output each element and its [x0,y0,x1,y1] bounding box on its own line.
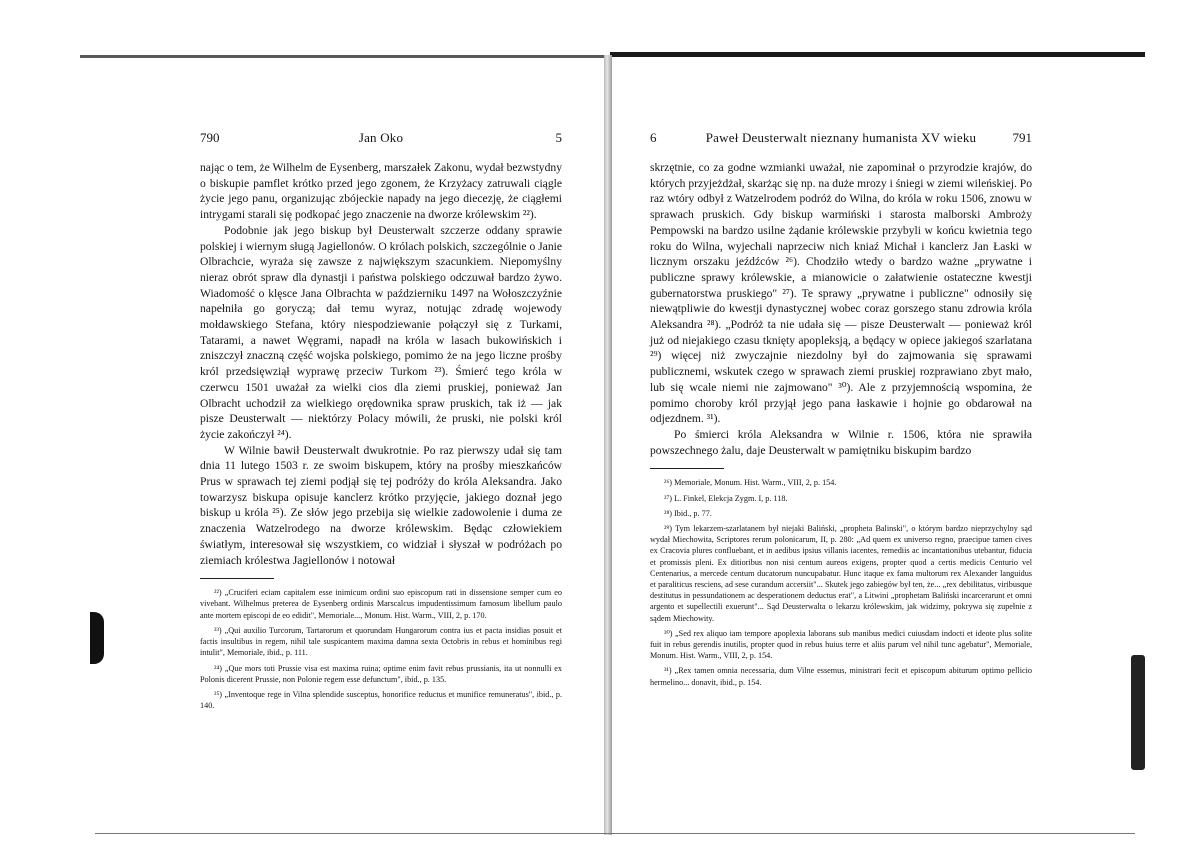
footnote: ³⁰) „Sed rex aliquo iam tempore apoplexia laborans sub manibus medici cuiusdam indocti et ideote plus solite fuit in rebus gerendis inutilis, propter quod in rebus huius terre et aliis parum vel nihil tunc agebatur", Memoriale, Monum. Hist. Warm., VIII, 2, p. 154. [650,628,1032,661]
section-number: 5 [555,130,562,145]
footnote-divider [650,468,724,469]
footnote: ²³) „Qui auxilio Turcorum, Tartarorum et quorundam Hungarorum contra ius et pacta insidias posuit et factis insultibus in regem, nihil tale suspicantem maxima damna sexta Octobris in rebus et hominibus regi intulit", Memoriale, ibid., p. 111. [200,625,562,658]
scan-thumb-shadow [90,612,104,664]
right-page [650,130,1032,692]
page-number: 791 [1012,130,1032,145]
footnote: ²⁶) Memoriale, Monum. Hist. Warm., VIII, 2, p. 154. [664,478,837,488]
footnote-divider [200,578,274,579]
left-page [200,130,562,715]
section-number: 6 [650,130,657,145]
footnote: ²⁷) L. Finkel, Elekcja Zygm. I, p. 118. [664,493,788,503]
book-gutter [604,55,612,835]
paragraph: skrzętnie, co za godne wzmianki uważał, nie zapominał o przyrodzie krajów, do których przyjeżdżał, skarżąc się np. na duże mrozy i śniegi w ziemi wileńskiej. Po raz wtóry odbył z Watzelrodem podróż do Wilna, do króla w roku 1506, znowu w sprawach pruskich. Gdy biskup warmiński i starosta malborski Ambroży Pempowski na bardzo usilne żądanie królewskie przybyli w końcu kwietnia tego roku do Wilna, wyjechali naprzeciw nich kniaź Michał i kanclerz Jan Łaski w licznym orszaku jeźdźców ²⁶). Chodziło wtedy o bardzo ważne „prywatne i publiczne sprawy królewskie, a mianowicie o załatwienie ostateczne kwestji gubernatorstwa pruskiego" ²⁷). Te sprawy „prywatne i publiczne" odnosiły się niewątpliwie do kwestji dynastycznej wobec coraz gorszego stanu zdrowia króla Aleksandra ²⁸). „Podróż ta nie udała się — pisze Deusterwalt — ponieważ król już od niejakiego czasu tknięty apopleksją, a będący w opiece jakiegoś szarlatana ²⁹) więcej niż zwyczajnie niezdolny był do zajmowania się sprawami publicznemi, wskutek czego w sprawach ziemi pruskiej rozprawiano zbyt mało, lub się wcale niemi nie zajmowano" ³⁰). Ale z przyjemnością wspomina, że pomimo choroby król przyjął jego pana łaskawie i hojnie go obdarował na odjezdnem. ³¹). [650,161,1032,426]
footnote: ²⁵) „Inventoque rege in Vilna splendide susceptus, honorifice reductus et munifice remuneratus", ibid., p. 140. [200,689,562,711]
scan-bottom-edge [95,833,1135,834]
running-title: Paweł Deusterwalt nieznany humanista XV wieku [705,130,977,145]
left-footnotes [200,587,562,711]
footnote: ²²) „Cruciferi eciam capitalem esse inimicum ordini suo episcopum rati in dissensione semper cum eo vivebant. Wilhelmus preterea de Eysenberg ordinis Marscalcus impudentissimum famosum libellum paulo ante mortem episcopi de eo edidit", Memoriale..., Monum. Hist. Warm., VIII, 2, p. 170. [200,588,562,620]
footnote: ²⁹) Tym lekarzem-szarlatanem był niejaki Baliński, „propheta Balinski", o którym bardzo nieprzychylny sąd wydał Miechowita, Scriptores rerum polonicarum, II, p. 280: „Ad quem ex universo regno, praecipue tamen cives ex Cracovia plures confluebant, et in aedibus ipsius villanis iacentes, remediis ac incantationibus utebantur, fiducia et promissis pleni. Ex ditioribus non nisi centum aureos exigens, propter quod a certis medicis Centurio vel Centenarius, a mercede centum ducatorum nuncupabatur. Hunc itaque ex fama multorum rex Alexander languidus et paraliticus resciens, ad sese curandum accersiit"... Skutek jego zabiegów był ten, że... „rex debilitatus, viribusque destitutus in pessundationem ac desperationem deductus erat", a Litwini „prophetam Baliński incarcerarunt et omni argento et supellectili exuerunt"... Sąd Deusterwalta o lekarzu królewskim, jak widzimy, pokrywa się zupełnie z sądem Miechowity. [650,523,1032,623]
page-number: 790 [200,130,220,145]
paragraph: W Wilnie bawił Deusterwalt dwukrotnie. Po raz pierwszy udał się tam dnia 11 lutego 1503 r. ze swoim biskupem, który na prośby mieszkańców Prus w sprawach tej ziemi podjął się tej podróży do króla Aleksandra. Jako towarzysz biskupa opisuje kanclerz krótko przyjęcie, jakiego doznał jego biskup u króla ²⁵). Ze słów jego przebija się wielkie zadowolenie i duma ze znaczenia Watzelrodego na dworze królewskim. Będąc człowiekiem światłym, interesował się wszystkiem, co widział i słyszał w podróżach po ziemiach królestwa Jagiellonów i notował [200,443,562,567]
right-footnotes [650,477,1032,687]
scan-top-edge-right [610,52,1145,57]
right-body-text [650,160,1032,458]
right-page-header [650,130,1032,148]
paragraph: Podobnie jak jego biskup był Deusterwalt szczerze oddany sprawie polskiej i wiernym sługą Jagiellonów. O królach polskich, szczególnie o Janie Olbrachcie, wyraża się zawsze z największym szacunkiem. Niepomyślny nieraz obrót spraw dla dynastji i państwa polskiego odczuwał bardzo żywo. Wiadomość o klęsce Jana Olbrachta w październiku 1497 na Wołoszczyźnie napełniła go goryczą; dał temu wyraz, notując zdradę wojewody mołdawskiego Stefana, który niespodziewanie połączył się z Turkami, Tatarami, a nawet Węgrami, napadł na króla w lasach bukowińskich i zniszczył znaczną część wojska polskiego, pomimo że na jego liczne prośby król przedsięwziął wyprawę przeciw Turkom ²³). Śmierć tego króla w czerwcu 1501 uważał za wielki cios dla ziemi pruskiej, ponieważ Jan Olbracht uchodził za wielkiego orędownika spraw pruskich, tak iż — jak pisze Deusterwalt — niektórzy Polacy mówili, że pruski, nie polski król życie zakończył ²⁴). [200,223,562,441]
left-page-header [200,130,562,148]
running-title: Jan Oko [358,130,404,145]
footnote: ²⁸) Ibid., p. 77. [664,508,712,518]
footnote: ²⁴) „Que mors toti Prussie visa est maxima ruina; optime enim favit rebus prussianis, ita ut nonnulli ex Polonis dicerent Prussie, non Polonie regem esse defunctum", ibid., p. 135. [200,663,562,684]
footnote: ³¹) „Rex tamen omnia necessaria, dum Vilne essemus, ministrari fecit et episcopum abiturum optimo pellicio hermelino... donavit, ibid., p. 154. [650,666,1032,687]
bookmark-ribbon [1131,655,1145,770]
paragraph: Po śmierci króla Aleksandra w Wilnie r. 1506, która nie sprawiła powszechnego żalu, daje Deusterwalt w pamiętniku biskupim bardzo [650,427,1032,457]
left-body-text [200,160,562,568]
paragraph: nając o tem, że Wilhelm de Eysenberg, marszałek Zakonu, wydał bezwstydny o biskupie pamflet krótko przed jego zgonem, że Krzyżacy zatruwali ciągle życie jego panu, organizując zbójeckie napady na jego diecezję, że ciągłemi intrygami starali się podkopać jego znaczenie na dworze królewskim ²²). [200,161,562,222]
scan-top-edge-left [80,55,610,58]
